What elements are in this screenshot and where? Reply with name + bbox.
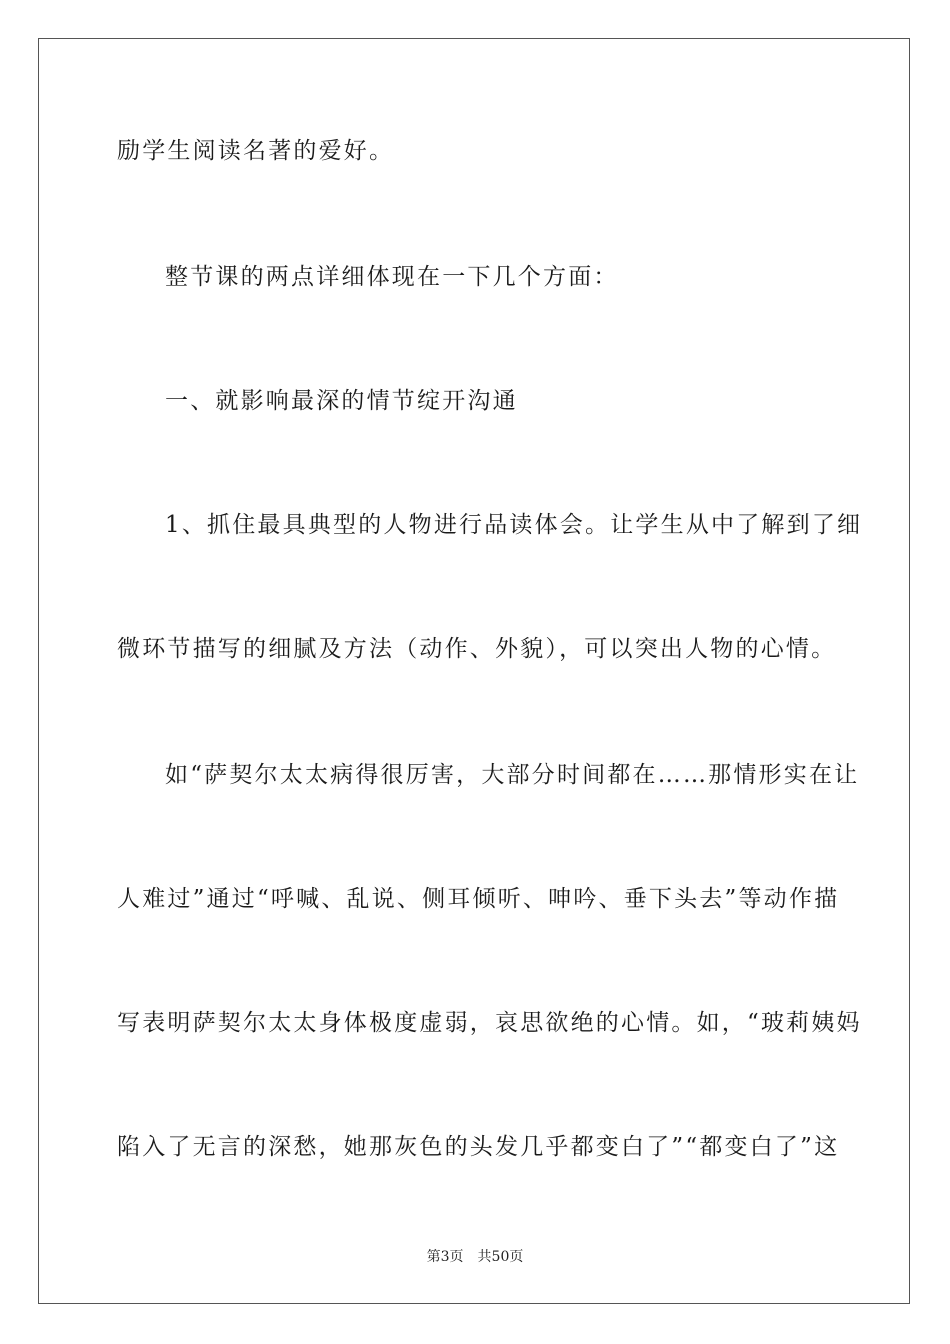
- page-number: 第3页: [426, 1249, 464, 1265]
- text-line: 励学生阅读名著的爱好。: [117, 138, 395, 164]
- text-line: 如“萨契尔太太病得很厉害，大部分时间都在……那情形实在让: [165, 762, 860, 788]
- text-line: 人难过”通过“呼喊、乱说、侧耳倾听、呻吟、垂下头去”等动作描: [117, 886, 840, 912]
- page-total: 共50页: [477, 1249, 524, 1265]
- page-footer: [0, 1248, 950, 1266]
- section-heading: 一、就影响最深的情节绽开沟通: [165, 388, 518, 414]
- text-line: 陷入了无言的深愁，她那灰色的头发几乎都变白了”“都变白了”这: [117, 1134, 840, 1160]
- text-line: 写表明萨契尔太太身体极度虚弱，哀思欲绝的心情。如，“玻莉姨妈: [117, 1010, 862, 1036]
- text-line: 整节课的两点详细体现在一下几个方面：: [165, 264, 619, 290]
- text-line: 微环节描写的细腻及方法（动作、外貌），可以突出人物的心情。: [117, 636, 837, 662]
- page-border: [38, 38, 910, 1304]
- text-line: 1、抓住最具典型的人物进行品读体会。让学生从中了解到了细: [165, 512, 863, 538]
